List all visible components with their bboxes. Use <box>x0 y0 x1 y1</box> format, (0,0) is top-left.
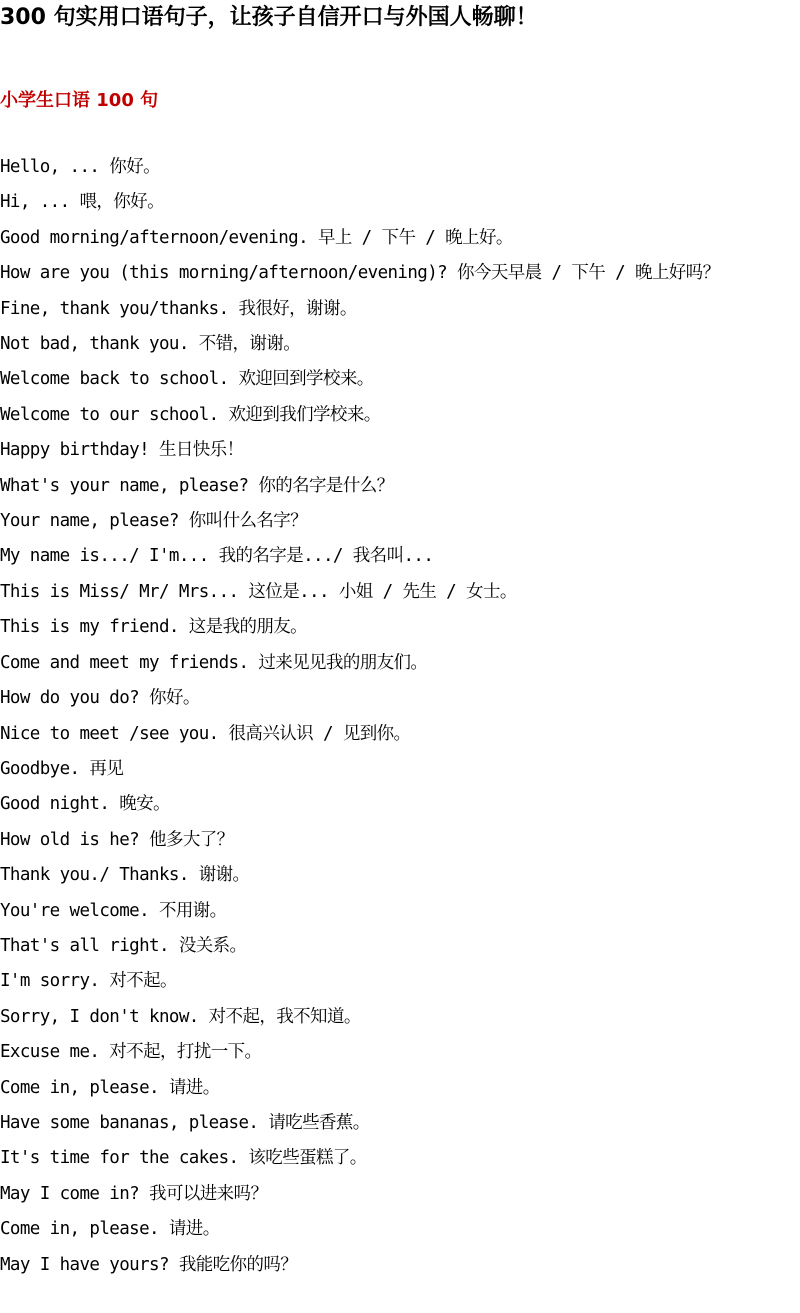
phrase-line: Not bad, thank you. 不错，谢谢。 <box>0 334 301 355</box>
phrase-line: Goodbye. 再见 <box>0 758 124 779</box>
phrase-line: I'm sorry. 对不起。 <box>0 971 177 992</box>
phrase-line: Come in, please. 请进。 <box>0 1077 220 1098</box>
phrase-list <box>0 150 800 1283</box>
phrase-line: May I have yours? 我能吃你的吗？ <box>0 1254 298 1275</box>
phrase-line: This is Miss/ Mr/ Mrs... 这位是... 小姐 / 先生 / 女士。 <box>0 581 517 602</box>
phrase-line: Sorry, I don't know. 对不起，我不知道。 <box>0 1006 361 1027</box>
phrase-line: Happy birthday! 生日快乐！ <box>0 440 244 461</box>
phrase-line: Nice to meet /see you. 很高兴认识 / 见到你。 <box>0 723 411 744</box>
phrase-line: Good morning/afternoon/evening. 早上 / 下午 / 晚上好。 <box>0 227 513 248</box>
phrase-line: Welcome back to school. 欢迎回到学校来。 <box>0 369 374 390</box>
phrase-line: Good night. 晚安。 <box>0 794 170 815</box>
phrase-line: May I come in? 我可以进来吗？ <box>0 1183 268 1204</box>
phrase-line: Excuse me. 对不起，打扰一下。 <box>0 1042 262 1063</box>
phrase-line: What's your name, please? 你的名字是什么？ <box>0 475 394 496</box>
phrase-line: That's all right. 没关系。 <box>0 935 247 956</box>
phrase-line: My name is.../ I'm... 我的名字是.../ 我名叫... <box>0 546 434 567</box>
phrase-line: Fine, thank you/thanks. 我很好，谢谢。 <box>0 298 357 319</box>
phrase-line: Your name, please? 你叫什么名字？ <box>0 511 308 532</box>
phrase-line: Come and meet my friends. 过来见见我的朋友们。 <box>0 652 428 673</box>
phrase-line: Have some bananas, please. 请吃些香蕉。 <box>0 1112 370 1133</box>
phrase-line: How old is he? 他多大了？ <box>0 829 234 850</box>
section-heading: 小学生口语 100 句 <box>0 90 159 111</box>
phrase-line: How are you (this morning/afternoon/evening)? 你今天早晨 / 下午 / 晚上好吗？ <box>0 263 720 284</box>
phrase-line: Welcome to our school. 欢迎到我们学校来。 <box>0 404 381 425</box>
phrase-line: Come in, please. 请进。 <box>0 1219 220 1240</box>
phrase-line: This is my friend. 这是我的朋友。 <box>0 617 308 638</box>
phrase-line: Thank you./ Thanks. 谢谢。 <box>0 865 250 886</box>
phrase-line: How do you do? 你好。 <box>0 688 200 709</box>
phrase-line: Hello, ... 你好。 <box>0 157 160 177</box>
phrase-line: You're welcome. 不用谢。 <box>0 900 227 921</box>
page-title: 300 句实用口语句子，让孩子自信开口与外国人畅聊！ <box>0 5 538 30</box>
phrase-line: Hi, ... 喂，你好。 <box>0 192 164 213</box>
phrase-line: It's time for the cakes. 该吃些蛋糕了。 <box>0 1148 367 1169</box>
